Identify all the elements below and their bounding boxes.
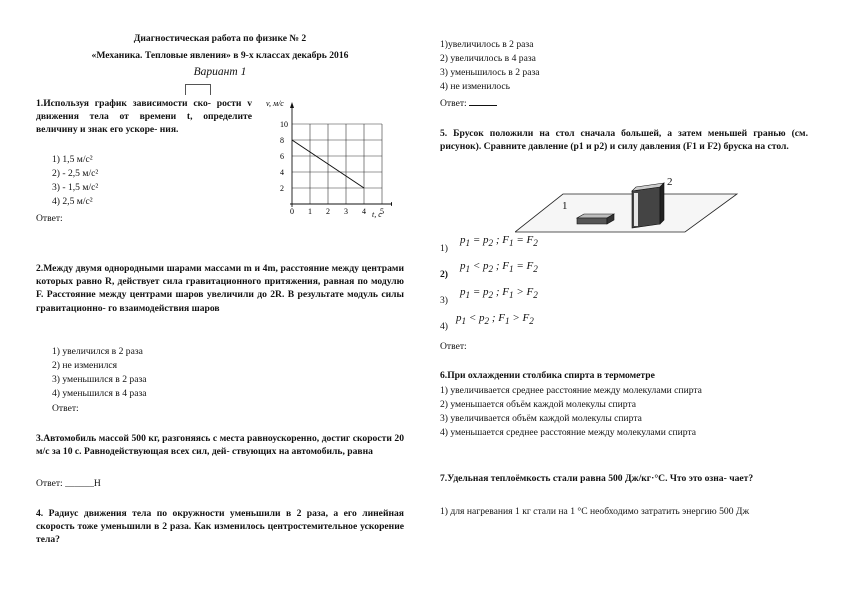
y-tick-label: 10 [280, 120, 288, 129]
x-axis-arrow [391, 202, 392, 206]
q6-option-4: 4) уменьшается среднее расстояние между молекулами спирта [440, 427, 697, 438]
q5-option-formula-2: $p_1 < p_2$ ; $F_1 = F_2$ [460, 260, 538, 275]
y-tick-label: 6 [280, 152, 284, 161]
q1-text: 1.Используя график зависимости ско- рости v движения тела от времени t, определите величину и знак его ускоре- ния. [36, 98, 252, 136]
q5-option-number-2: 2) [440, 269, 448, 280]
q4-answer [440, 96, 497, 110]
q1-option-3: 3) - 1,5 м/с² [52, 182, 99, 193]
velocity-time-chart [262, 98, 392, 222]
q5-option-formula-3: $p_1 = p_2$ ; $F_1 > F_2$ [460, 286, 538, 301]
q5-option-number-3: 3) [440, 295, 448, 306]
y-tick-label: 8 [280, 136, 284, 145]
q6-text: 6.При охлаждении столбика спирта в термометре [440, 370, 655, 381]
y-tick-label: 4 [280, 168, 284, 177]
y-tick-label: 2 [280, 184, 284, 193]
chart-axes [290, 102, 392, 207]
q7-option-1: 1) для нагревания 1 кг стали на 1 °С необходимо затратить энергию 500 Дж [440, 506, 750, 517]
q5-option-formula-1: $p_1 = p_2$ ; $F_1 = F_2$ [460, 234, 538, 249]
q2-text: 2.Между двумя однородными шарами массами m и 4m, расстояние между центрами которых равно R, действует сила гравитационного притяжения, равная по модулю F. Расстояние между центрами шаров увеличили до 2R. В результате модуль силы гравитационно- го взаимодействия шаров [36, 263, 404, 314]
answer-blank-line [469, 96, 497, 106]
q2-option-1: 1) увеличился в 2 раза [52, 346, 143, 357]
q3-text: 3.Автомобиль массой 500 кг, разгоняясь с места равноускоренно, достиг скорости 20 м/с за 10 с. Равнодействующая всех сил, дей- ствующих на автомобиль, равна [36, 433, 404, 458]
q1-option-2: 2) - 2,5 м/с² [52, 168, 99, 179]
q6-option-1: 1) увеличивается среднее расстояние между молекулами спирта [440, 385, 702, 396]
q2-option-3: 3) уменьшился в 2 раза [52, 374, 147, 385]
q1-answer-label: Ответ: [36, 213, 63, 224]
chart-grid [292, 124, 382, 204]
q6-option-3: 3) увеличивается объём каждой молекулы спирта [440, 413, 642, 424]
q2-option-4: 4) уменьшился в 4 раза [52, 388, 147, 399]
x-tick-label: 5 [380, 207, 384, 216]
x-tick-label: 0 [290, 207, 294, 216]
variant-box [185, 84, 211, 95]
x-tick-label: 1 [308, 207, 312, 216]
variant-label: Вариант 1 [193, 66, 247, 78]
x-axis-label: t, с [372, 210, 382, 219]
q5-option-number-4: 4) [440, 321, 448, 332]
block-1-label: 1 [562, 200, 568, 212]
q5-text: 5. Брусок положили на стол сначала большей, а затем меньшей гранью (см. рисунок). Сравните давление (р1 и р2) и силу давления (F1 и F2) бруска на стол. [440, 128, 808, 153]
q2-option-2: 2) не изменился [52, 360, 118, 371]
q4-option-3: 3) уменьшилось в 2 раза [440, 67, 540, 78]
q5-option-formula-4: $p_1 < p_2$ ; $F_1 > F_2$ [456, 312, 534, 327]
x-tick-label: 3 [344, 207, 348, 216]
y-axis-arrow [290, 102, 294, 108]
q4-answer-label: Ответ: [440, 98, 467, 109]
q6-option-2: 2) уменьшается объём каждой молекулы спирта [440, 399, 637, 410]
q2-answer-label: Ответ: [52, 403, 79, 414]
doc-title: Диагностическая работа по физике № 2 [133, 33, 307, 44]
x-tick-label: 2 [326, 207, 330, 216]
q3-answer-label: Ответ: ______Н [36, 478, 101, 489]
q7-text: 7.Удельная теплоёмкость стали равна 500 Дж/кг·°С. Что это озна- чает? [440, 473, 754, 484]
table-blocks-figure [515, 172, 740, 238]
q4-option-1: 1)увеличилось в 2 раза [440, 39, 534, 50]
q5-answer-label: Ответ: [440, 341, 467, 352]
q4-text: 4. Радиус движения тела по окружности уменьшили в 2 раза, а его линейная скорость тоже уменьшили в 2 раза. Как изменилось центростемительное ускорение тела? [36, 508, 404, 546]
q1-option-4: 4) 2,5 м/с² [52, 196, 93, 207]
q5-option-number-1: 1) [440, 243, 448, 254]
block-2-label: 2 [667, 176, 673, 188]
doc-subtitle: «Механика. Тепловые явления» в 9-х классах декабрь 2016 [91, 50, 349, 61]
q1-option-1: 1) 1,5 м/с² [52, 154, 93, 165]
x-tick-label: 4 [362, 207, 366, 216]
q4-option-2: 2) увеличилось в 4 раза [440, 53, 536, 64]
y-axis-label: v, м/с [266, 99, 284, 108]
q4-option-4: 4) не изменилось [440, 81, 511, 92]
